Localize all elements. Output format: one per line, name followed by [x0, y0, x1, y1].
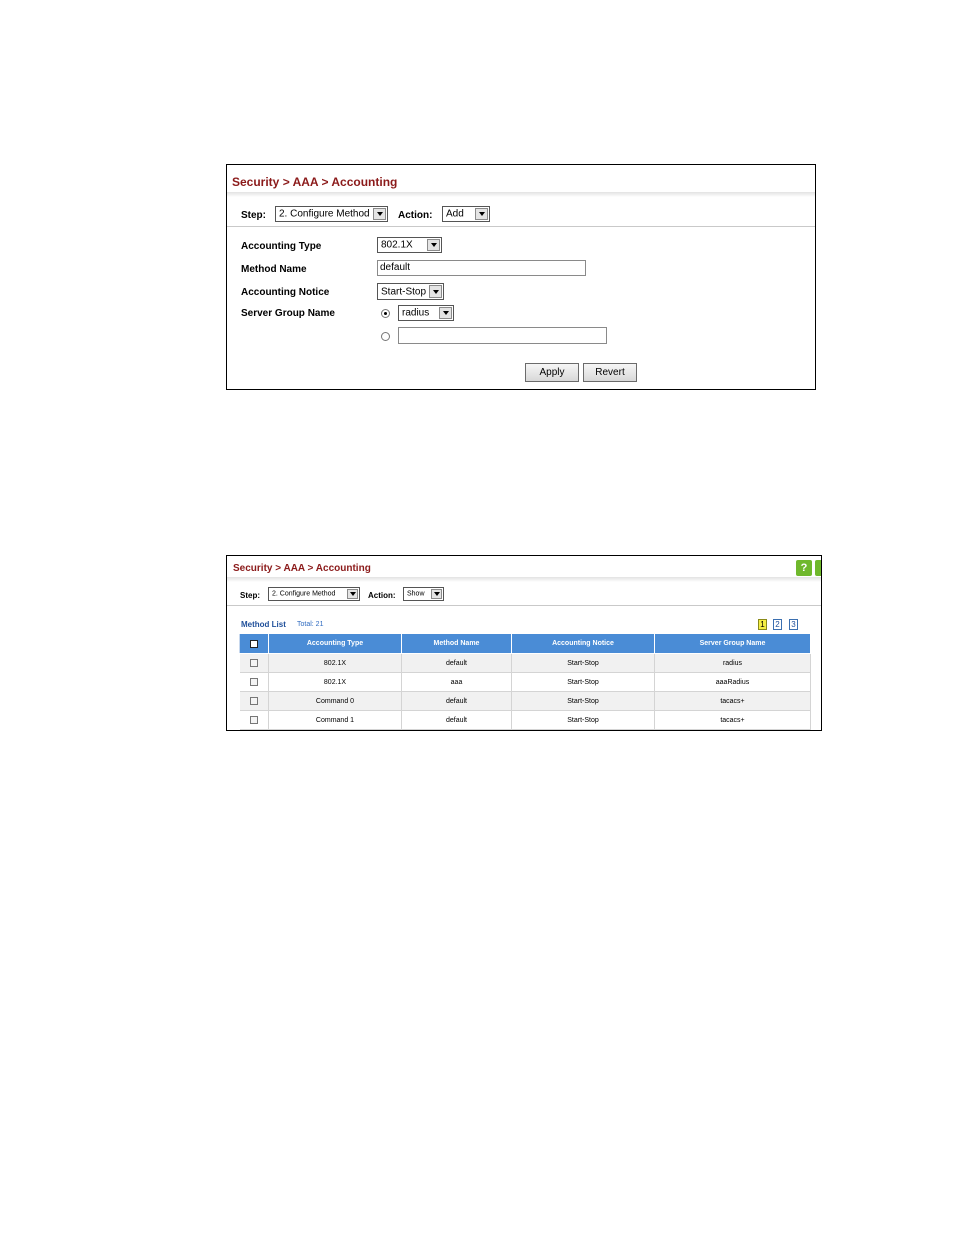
breadcrumb: Security > AAA > Accounting — [233, 563, 371, 574]
toolbar-divider — [227, 226, 815, 227]
server-group-text-radio[interactable] — [381, 332, 390, 341]
server-group-text-input[interactable] — [398, 327, 607, 344]
method-list-table — [239, 633, 811, 730]
column-header[interactable]: Accounting Notice — [512, 634, 655, 654]
accounting-type-cell: 802.1X — [269, 673, 402, 692]
row-checkbox[interactable] — [250, 678, 258, 686]
chevron-down-icon[interactable] — [429, 285, 442, 298]
chevron-down-icon[interactable] — [347, 589, 358, 599]
configure-method-show-panel — [226, 555, 822, 731]
step-select-value: 2. Configure Method — [272, 590, 336, 598]
row-select-cell — [240, 692, 269, 711]
server-group-select-radio[interactable] — [381, 309, 390, 318]
method-name-cell: default — [402, 692, 512, 711]
breadcrumb: Security > AAA > Accounting — [232, 175, 398, 189]
accounting-notice-cell: Start-Stop — [512, 673, 655, 692]
method-name-input[interactable]: default — [377, 260, 586, 276]
help-icon[interactable]: ? — [796, 560, 812, 576]
column-header[interactable]: Server Group Name — [655, 634, 811, 654]
table-row — [240, 654, 811, 673]
column-header[interactable]: Accounting Type — [269, 634, 402, 654]
step-select[interactable] — [268, 587, 360, 601]
accounting-type-label: Accounting Type — [241, 241, 322, 252]
row-select-cell — [240, 654, 269, 673]
page-3-link[interactable]: 3 — [789, 619, 798, 630]
step-select-value: 2. Configure Method — [279, 208, 370, 220]
accounting-type-cell: Command 0 — [269, 692, 402, 711]
page-2-link[interactable]: 2 — [773, 619, 782, 630]
accounting-type-value: 802.1X — [381, 239, 413, 251]
table-row — [240, 711, 811, 730]
row-checkbox[interactable] — [250, 716, 258, 724]
server-group-select[interactable] — [398, 305, 454, 321]
row-checkbox[interactable] — [250, 659, 258, 667]
server-group-name-cell: tacacs+ — [655, 692, 811, 711]
table-row — [240, 673, 811, 692]
accounting-notice-cell: Start-Stop — [512, 711, 655, 730]
action-select-value: Show — [407, 590, 425, 598]
method-name-cell: default — [402, 711, 512, 730]
chevron-down-icon[interactable] — [373, 208, 386, 220]
server-group-select-value: radius — [402, 307, 430, 319]
method-name-cell: aaa — [402, 673, 512, 692]
accounting-type-cell: 802.1X — [269, 654, 402, 673]
action-select-value: Add — [446, 208, 464, 220]
step-select[interactable] — [275, 206, 388, 222]
server-group-name-cell: aaaRadius — [655, 673, 811, 692]
table-row — [240, 692, 811, 711]
configure-method-add-panel — [226, 164, 816, 390]
page-1-link[interactable]: 1 — [758, 619, 767, 630]
row-checkbox[interactable] — [250, 697, 258, 705]
chevron-down-icon[interactable] — [427, 239, 440, 251]
accounting-notice-label: Accounting Notice — [241, 287, 330, 298]
action-label: Action: — [398, 210, 433, 221]
action-select[interactable] — [442, 206, 490, 222]
server-group-name-cell: radius — [655, 654, 811, 673]
method-list-title: Method List — [241, 620, 286, 629]
method-name-label: Method Name — [241, 264, 307, 275]
accounting-type-cell: Command 1 — [269, 711, 402, 730]
column-header[interactable]: Method Name — [402, 634, 512, 654]
revert-button[interactable]: Revert — [583, 363, 637, 382]
method-list-total: Total: 21 — [297, 621, 324, 628]
accounting-notice-cell: Start-Stop — [512, 654, 655, 673]
server-group-name-label: Server Group Name — [241, 308, 335, 319]
accounting-notice-select[interactable] — [377, 283, 444, 300]
accounting-notice-value: Start-Stop — [381, 286, 427, 297]
server-group-name-cell: tacacs+ — [655, 711, 811, 730]
row-select-cell — [240, 673, 269, 692]
toolbar-divider — [227, 605, 821, 606]
header-divider — [227, 577, 821, 582]
chevron-down-icon[interactable] — [431, 589, 442, 599]
header-divider — [227, 192, 815, 197]
refresh-icon[interactable] — [815, 560, 822, 576]
table-header-row — [240, 634, 811, 654]
apply-button[interactable]: Apply — [525, 363, 579, 382]
accounting-notice-cell: Start-Stop — [512, 692, 655, 711]
step-label: Step: — [241, 210, 266, 221]
method-name-cell: default — [402, 654, 512, 673]
chevron-down-icon[interactable] — [475, 208, 488, 220]
chevron-down-icon[interactable] — [439, 307, 452, 319]
select-all-checkbox[interactable] — [250, 640, 258, 648]
select-all-header — [240, 634, 269, 654]
accounting-type-select[interactable] — [377, 237, 442, 253]
row-select-cell — [240, 711, 269, 730]
action-label: Action: — [368, 591, 396, 600]
action-select[interactable] — [403, 587, 444, 601]
step-label: Step: — [240, 591, 260, 600]
